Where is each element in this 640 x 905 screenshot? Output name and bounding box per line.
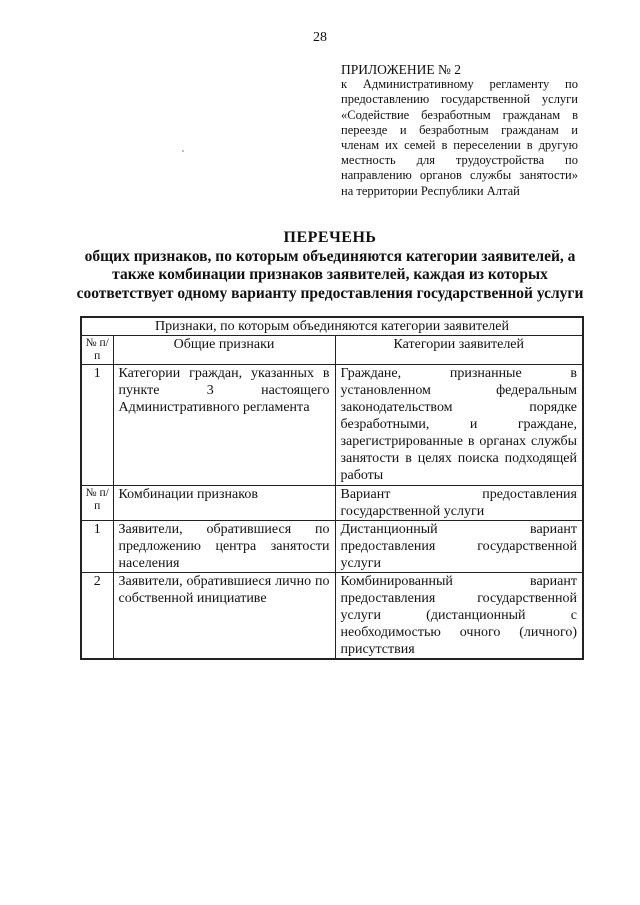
- table-row: [81, 365, 583, 486]
- criteria-table: [80, 316, 584, 660]
- table-header-row: [81, 336, 583, 365]
- variant-cell: Комбинированный вариант предоставления государственной услуги (дистанционный с необходимостью очного (личного) присутствия: [335, 573, 583, 660]
- title-line: общих признаков, по которым объединяются категории заявителей, а: [84, 247, 576, 265]
- general-criteria-header-cell: Общие признаки: [113, 336, 335, 365]
- table-row: [81, 521, 583, 573]
- number-header-cell: № п/п: [81, 486, 113, 521]
- title-line: также комбинации признаков заявителей, каждая из которых: [112, 266, 548, 283]
- table-section-row: [81, 317, 583, 336]
- combination-cell: Заявители, обратившиеся по предложению центра занятости населения: [113, 521, 335, 573]
- document-title: [60, 229, 600, 303]
- appendix-body: к Административному регламенту по предоставлению государственной услуги «Содействие безработным гражданам в переезде и безработным гражданам и членам их семей в переселении в другую местность для трудоустройства по направлению органов службы занятости» на территории Республики Алтай: [341, 77, 578, 198]
- table-header-row: [81, 486, 583, 521]
- appendix-block: [341, 62, 578, 199]
- combination-cell: Заявители, обратившиеся лично по собственной инициативе: [113, 573, 335, 660]
- service-variant-header-cell: Вариант предоставления государственной услуги: [335, 486, 583, 521]
- title-line: соответствует одному варианту предоставления государственной услуги: [76, 284, 584, 302]
- combinations-header-cell: Комбинации признаков: [113, 486, 335, 521]
- row-number-cell: 2: [81, 573, 113, 660]
- table-row: [81, 573, 583, 660]
- scan-speck: [182, 150, 184, 152]
- appendix-title: ПРИЛОЖЕНИЕ № 2: [341, 62, 462, 77]
- section-header-cell: Признаки, по которым объединяются категории заявителей: [81, 317, 583, 336]
- page-number: 28: [313, 30, 327, 45]
- applicant-categories-header-cell: Категории заявителей: [335, 336, 583, 365]
- criteria-cell: Категории граждан, указанных в пункте 3 настоящего Административного регламента: [113, 365, 335, 486]
- category-cell: Граждане, признанные в установленном федеральным законодательством порядке безработными, и граждане, зарегистрированные в органах службы занятости в целях поиска подходящей работы: [335, 365, 583, 486]
- number-header-cell: № п/п: [81, 336, 113, 365]
- title-heading: ПЕРЕЧЕНЬ: [283, 229, 377, 246]
- row-number-cell: 1: [81, 365, 113, 486]
- variant-cell: Дистанционный вариант предоставления государственной услуги: [335, 521, 583, 573]
- row-number-cell: 1: [81, 521, 113, 573]
